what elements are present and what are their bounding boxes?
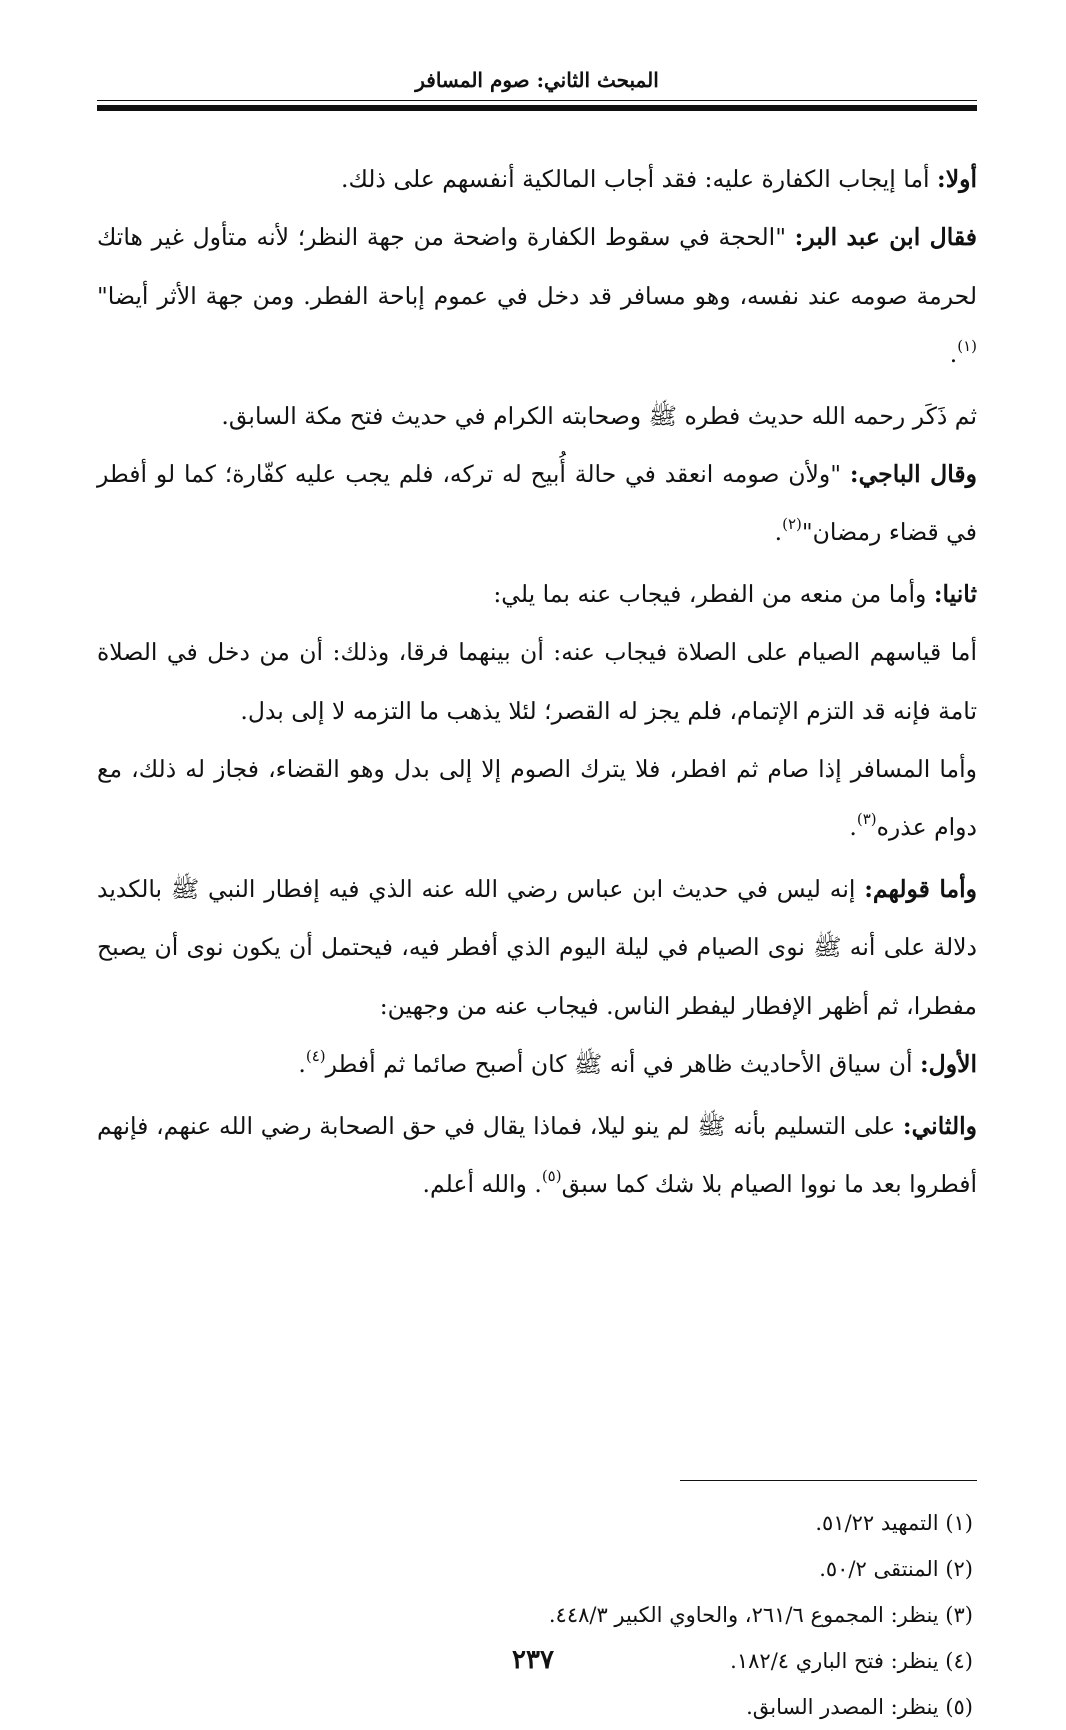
paragraph-9 [97, 1035, 977, 1096]
header-rule-thin [97, 100, 977, 101]
paragraph-5 [97, 565, 977, 623]
footnotes [97, 1500, 977, 1730]
paragraph-text: "ولأن صومه انعقد في حالة أُبيح له تركه، فلم يجب عليه كفّارة؛ كما لو أفطر في قضاء رمضان" [97, 460, 977, 547]
paragraph-8 [97, 860, 977, 1035]
paragraph-end: . [949, 340, 958, 369]
footnote-ref[interactable]: (٣) [856, 810, 877, 829]
paragraph-end: . [849, 813, 857, 842]
paragraph-text: وأما من منعه من الفطر، فيجاب عنه بما يلي: [493, 579, 934, 608]
paragraph-label: ثانيا: [933, 579, 977, 608]
paragraph-1 [97, 150, 977, 208]
paragraph-end: . [774, 518, 783, 547]
paragraph-3 [97, 387, 977, 445]
paragraph-4 [97, 445, 977, 565]
paragraph-7 [97, 740, 977, 860]
paragraph-label: والثاني: [902, 1111, 977, 1140]
paragraph-6 [97, 623, 977, 740]
paragraph-text: أما قياسهم الصيام على الصلاة فيجاب عنه: أن بينهما فرقا، وذلك: أن من دخل في الصلاة تامة فإنه قد التزم الإتمام، فلم يجز له القصر؛ لئلا يذهب ما التزمه لا إلى بدل. [97, 638, 977, 725]
paragraph-label: وأما قولهم: [864, 874, 977, 903]
footnote-ref[interactable]: (٥) [541, 1166, 562, 1185]
footnote-5: (٥) ينظر: المصدر السابق. [746, 1695, 973, 1719]
footnote-4: (٤) ينظر: فتح الباري ١٨٢/٤. [730, 1649, 973, 1673]
paragraph-label: فقال ابن عبد البر: [794, 223, 977, 252]
paragraph-text: إنه ليس في حديث ابن عباس رضي الله عنه الذي فيه إفطار النبي ﷺ بالكديد دلالة على أنه ﷺ نوى الصيام في ليلة اليوم الذي أفطر فيه، فيحتمل أن يكون نوى أن يصبح مفطرا، ثم أظهر الإفطار ليفطر الناس. فيجاب عنه من وجهين: [97, 874, 977, 1020]
footnote-separator [680, 1480, 977, 1481]
main-text [97, 150, 977, 1216]
page-number: ٢٣٧ [512, 1645, 554, 1675]
paragraph-text: أن سياق الأحاديث ظاهر في أنه ﷺ كان أصبح صائما ثم أفطر [325, 1050, 920, 1079]
paragraph-text: "الحجة في سقوط الكفارة واضحة من جهة النظر؛ لأنه متأول غير هاتك لحرمة صومه عند نفسه، وهو مسافر قد دخل في عموم إباحة الفطر. ومن جهة الأثر أيضا" [97, 223, 977, 310]
footnote-ref[interactable]: (٢) [782, 515, 802, 534]
footnote-3: (٣) ينظر: المجموع ٢٦١/٦، والحاوي الكبير ٤٤٨/٣. [548, 1603, 973, 1627]
header-rule-thick [97, 105, 977, 111]
paragraph-label: الأول: [919, 1050, 977, 1079]
chapter-title: المبحث الثاني: صوم المسافر [415, 68, 659, 92]
paragraph-text: وأما المسافر إذا صام ثم افطر، فلا يترك الصوم إلا إلى بدل وهو القضاء، فجاز له ذلك، مع دوام عذره [97, 755, 977, 842]
footnote-1: (١) التمهيد ٥١/٢٢. [815, 1511, 973, 1535]
paragraph-text: أما إيجاب الكفارة عليه: فقد أجاب المالكية أنفسهم على ذلك. [341, 165, 938, 193]
paragraph-text: على التسليم بأنه ﷺ لم ينو ليلا، فماذا يقال في حق الصحابة رضي الله عنهم، فإنهم أفطروا بعد ما نووا الصيام بلا شك كما سبق [97, 1111, 977, 1198]
running-header [97, 62, 977, 112]
paragraph-label: وقال الباجي: [849, 460, 977, 489]
footnote-ref[interactable]: (٤) [305, 1047, 326, 1066]
paragraph-end: . والله أعلم. [422, 1169, 542, 1198]
paragraph-end: . [298, 1050, 306, 1079]
footnote-2: (٢) المنتقى ٥٠/٢. [819, 1557, 973, 1581]
paragraph-label: أولا: [937, 165, 977, 193]
paragraph-2 [97, 208, 977, 386]
paragraph-text: ثم ذَكَر رحمه الله حديث فطره ﷺ وصحابته الكرام في حديث فتح مكة السابق. [221, 401, 977, 430]
paragraph-10 [97, 1097, 977, 1217]
footnote-ref[interactable]: (١) [957, 337, 977, 356]
